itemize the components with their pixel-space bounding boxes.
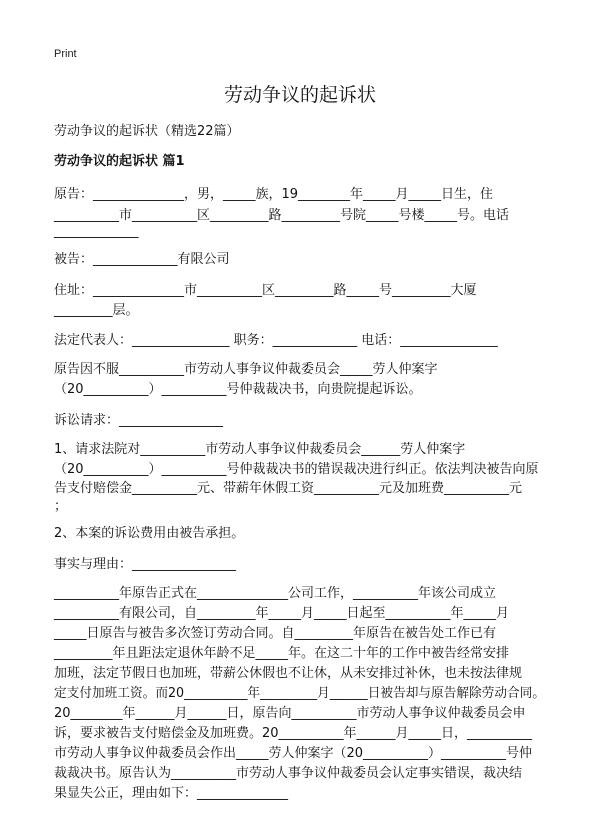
defendant-line: 被告：_____________有限公司 [54,252,230,267]
claims-heading: 诉讼请求：________________ [54,413,224,428]
facts-line-4: _________年且距法定退休年龄不足_____年。在这二十年的工作中被告经常安排 [54,646,510,661]
claim-1-line-3: 告支付赔偿金__________元、带薪年休假工资__________元及加班费__________元 [54,481,523,496]
facts-line-11: 果显失公正，理由如下：______________ [54,786,289,801]
facts-line-10: 裁裁决书。原告认为__________市劳动人事争议仲裁委员会认定事实错误，裁决结 [54,766,523,781]
facts-heading: 事实与理由：________________ [54,557,237,572]
plaintiff-line-3: _____________ [54,224,139,239]
facts-line-3: _____日原告与被告多次签订劳动合同。自_________年原告在被告处工作已有 [54,626,497,641]
facts-line-2: __________有限公司，自_________年_____月_____日起至__________年_____月 [54,606,510,621]
facts-line-1: __________年原告正式在______________公司工作，__________年该公司成立 [54,586,497,601]
plaintiff-line-1: 原告：______________，男，_____族，19________年_____月_____日生，住 [54,187,494,202]
address-line-2: _________层。 [54,303,139,318]
facts-line-9: 市劳动人事争议仲裁委员会作出_____劳人仲案字（20__________）__________号仲 [54,746,533,761]
claim-1-line-4: ； [54,499,68,514]
facts-line-8: 诉，要求被告支付赔偿金及加班费。20__________年______月_____日，__________ [54,726,533,741]
claim-1-line-2: （20__________）__________号仲裁裁决书的错误裁决进行纠正。依法判决被告向原 [54,462,539,477]
facts-line-6: 定支付加班工资。而20__________年_________月______日被告却与原告解除劳动合同。 [54,686,546,701]
claim-1-line-1: 1、请求法院对__________市劳动人事争议仲裁委员会______劳人仲案字 [54,442,466,457]
legal-rep-line: 法定代表人：_______________ 职务：_____________ 电话：_______________ [54,333,498,348]
address-line-1: 住址：______________市__________区_________路_____号_________大厦 [54,283,477,298]
facts-line-5: 加班，法定节假日也加班，带薪公休假也不让休，从未安排过补休，也未按法律规 [54,666,523,681]
print-link[interactable]: Print [54,48,77,60]
claim-2-line: 2、本案的诉讼费用由被告承担。 [54,526,245,541]
appeal-line-2: （20__________）__________号仲裁裁决书，向贵院提起诉讼。 [54,382,422,397]
plaintiff-line-2: __________市__________区_________路_________号院_____号楼_____号。电话 [54,208,510,223]
facts-line-7: 20________年______月______日，原告向__________市劳动人事争议仲裁委员会申 [54,706,526,721]
document-subtitle: 劳动争议的起诉状（精选22篇） [54,124,240,139]
appeal-line-1: 原告因不服__________市劳动人事争议仲裁委员会_____劳人仲案字 [54,362,438,377]
section-heading: 劳动争议的起诉状 篇1 [54,154,185,169]
page-title: 劳动争议的起诉状 [223,84,376,106]
